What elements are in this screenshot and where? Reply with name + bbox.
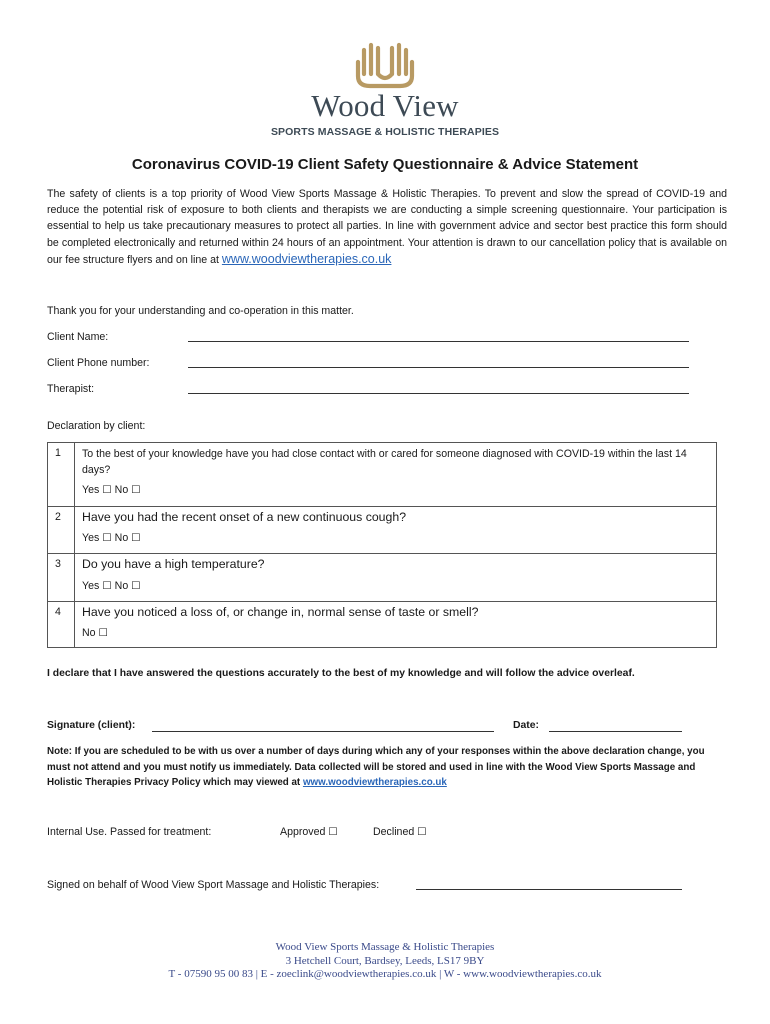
question-text: Have you noticed a loss of, or change in, normal sense of taste or smell? xyxy=(82,605,479,619)
company-logo xyxy=(0,40,770,138)
answer-options[interactable]: Yes ☐ No ☐ xyxy=(82,580,141,592)
client-phone-label: Client Phone number: xyxy=(47,357,150,369)
client-phone-field[interactable] xyxy=(188,367,689,368)
footer-contact: T - 07590 95 00 83 | E - zoeclink@woodviewtherapies.co.uk | W - www.woodviewtherapies.co.uk xyxy=(168,968,602,980)
hands-logo-icon xyxy=(354,40,416,90)
client-name-label: Client Name: xyxy=(47,331,109,343)
date-field[interactable] xyxy=(549,731,682,732)
privacy-link[interactable]: www.woodviewtherapies.co.uk xyxy=(302,777,447,789)
question-number: 1 xyxy=(48,443,75,506)
question-row xyxy=(48,553,716,602)
note-text: Note: If you are scheduled to be with us over a number of days during which any of your responses within the above declaration change, you must not attend and you must notify us immediately. Data collected will be stored and used in line with the Wood View Sports Massage and Holistic Therapies Privacy Policy which may viewed at xyxy=(47,746,705,789)
declaration-statement: I declare that I have answered the questions accurately to the best of my knowledge and will follow the advice overleaf. xyxy=(47,668,635,679)
signature-field[interactable] xyxy=(152,731,494,732)
question-number: 3 xyxy=(48,554,75,602)
question-number: 4 xyxy=(48,602,75,648)
declaration-label: Declaration by client: xyxy=(47,420,146,432)
website-link[interactable]: www.woodviewtherapies.co.uk xyxy=(221,251,392,266)
therapist-label: Therapist: xyxy=(47,383,95,395)
internal-use-label: Internal Use. Passed for treatment: xyxy=(47,826,212,838)
question-row xyxy=(48,601,716,648)
question-text: Have you had the recent onset of a new continuous cough? xyxy=(82,510,407,524)
intro-text: The safety of clients is a top priority of Wood View Sports Massage & Holistic Therapies. To prevent and slow the spread of COVID-19 and reduce the potential risk of exposure to both clients and therapists we are conducting a simple screening questionnaire. Your participation is essential to help us take precautionary measures to protect all parties. In line with government advice and sector best practice this form should be completed electronically and returned within 24 hours of an appointment. Your attention is drawn to our cancellation policy that is available on our fee structure flyers and on line at xyxy=(47,188,727,266)
question-text: Do you have a high temperature? xyxy=(82,557,265,571)
document-title: Coronavirus COVID-19 Client Safety Questionnaire & Advice Statement xyxy=(131,156,639,173)
question-row xyxy=(48,443,716,506)
question-row xyxy=(48,506,716,554)
question-text: To the best of your knowledge have you had close contact with or cared for someone diagnosed with COVID-19 within the last 14 days? xyxy=(82,448,687,476)
intro-paragraph xyxy=(47,186,727,268)
signed-on-behalf-label: Signed on behalf of Wood View Sport Massage and Holistic Therapies: xyxy=(47,879,380,891)
client-name-field[interactable] xyxy=(188,341,689,342)
declined-checkbox[interactable]: Declined ☐ xyxy=(373,826,427,838)
footer-company: Wood View Sports Massage & Holistic Therapies xyxy=(275,941,495,953)
question-number: 2 xyxy=(48,507,75,554)
declaration-table xyxy=(47,442,717,648)
staff-signature-field[interactable] xyxy=(416,889,682,890)
signature-label: Signature (client): xyxy=(47,720,136,731)
logo-name: Wood View xyxy=(311,88,459,123)
therapist-field[interactable] xyxy=(188,393,689,394)
footer-address: 3 Hetchell Court, Bardsey, Leeds, LS17 9BY xyxy=(285,955,485,967)
thanks-text: Thank you for your understanding and co-operation in this matter. xyxy=(47,305,354,317)
answer-options[interactable]: Yes ☐ No ☐ xyxy=(82,484,141,496)
approved-checkbox[interactable]: Approved ☐ xyxy=(280,826,338,838)
logo-tagline: SPORTS MASSAGE & HOLISTIC THERAPIES xyxy=(270,126,500,138)
date-label: Date: xyxy=(513,720,539,731)
answer-options[interactable]: No ☐ xyxy=(82,627,108,639)
answer-options[interactable]: Yes ☐ No ☐ xyxy=(82,532,141,544)
privacy-note xyxy=(47,744,727,791)
